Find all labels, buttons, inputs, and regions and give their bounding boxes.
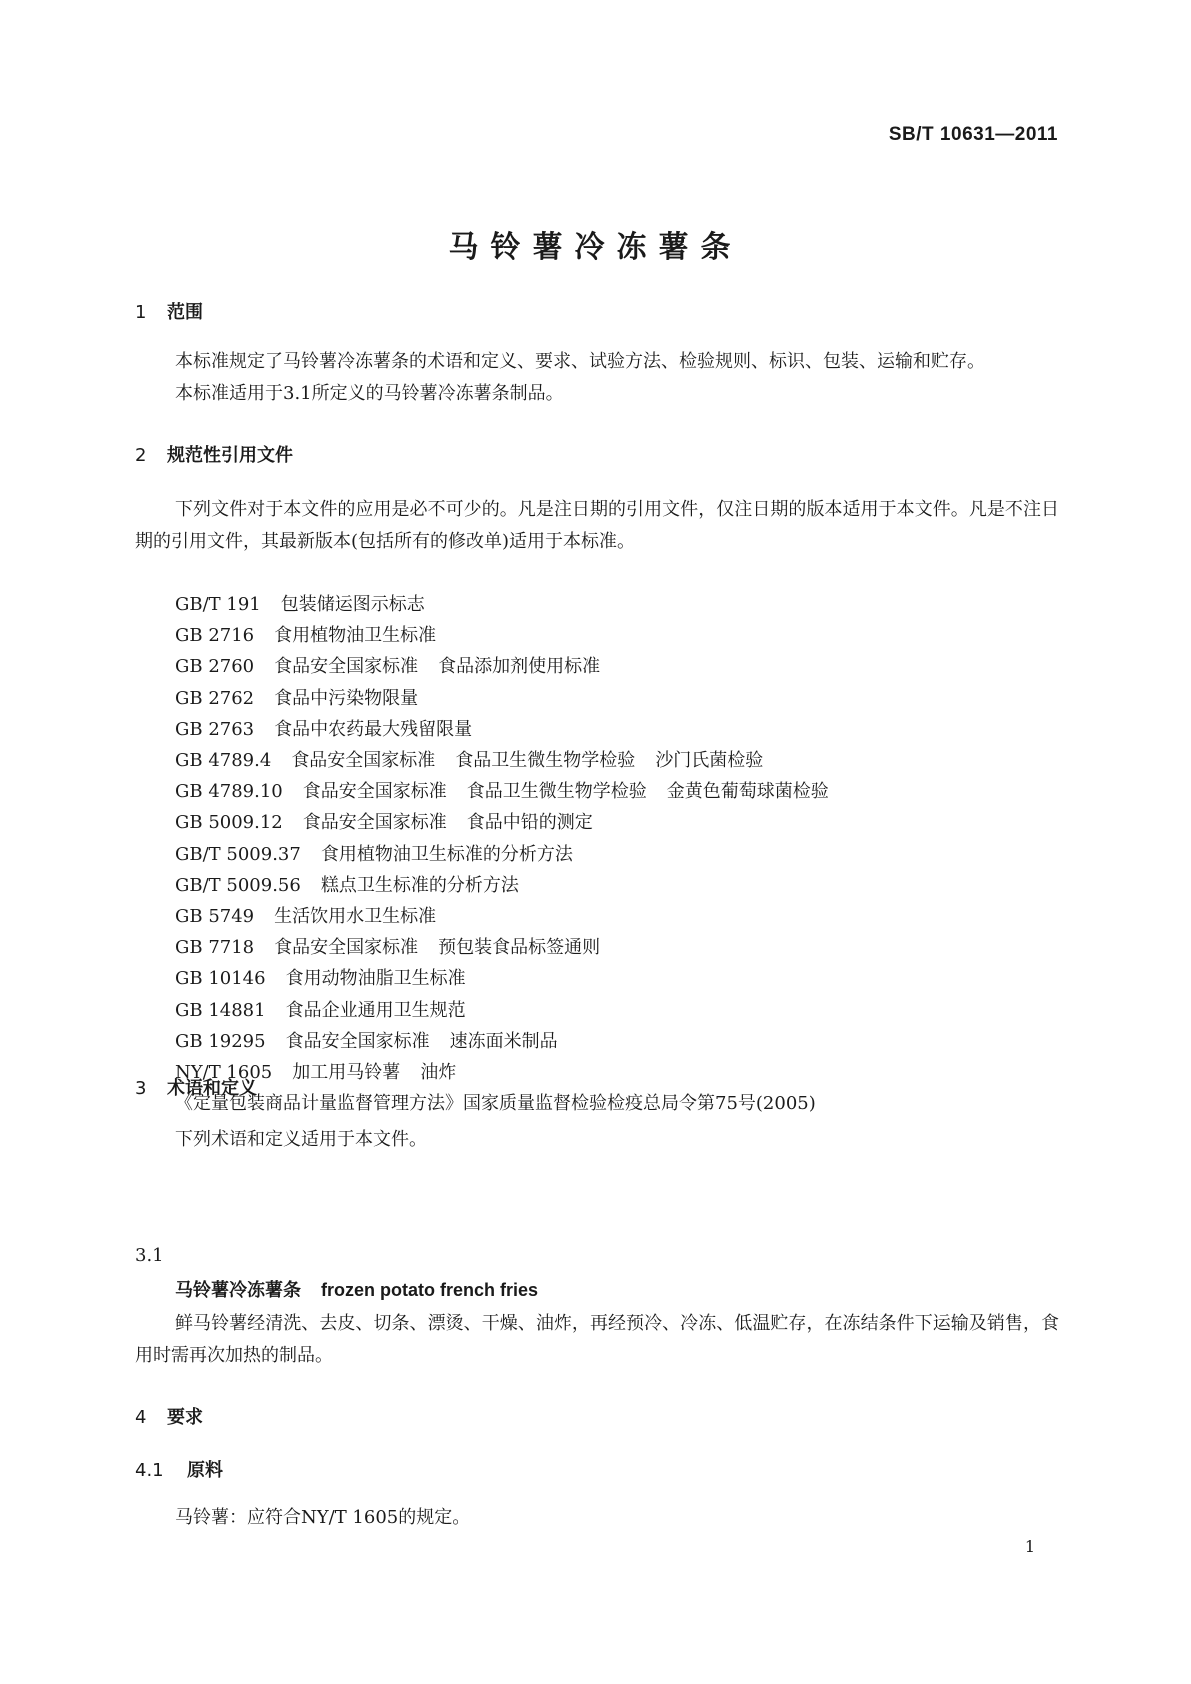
reference-title-part: 食用植物油卫生标准的分析方法 bbox=[320, 843, 573, 865]
reference-item bbox=[175, 589, 829, 620]
section-title: 规范性引用文件 bbox=[167, 445, 293, 466]
reference-code: NY/T 1605 bbox=[175, 1062, 273, 1084]
reference-code: GB/T 191 bbox=[175, 594, 261, 615]
reference-title-part: 油炸 bbox=[420, 1062, 457, 1084]
reference-code: GB 2763 bbox=[175, 718, 255, 740]
reference-code: GB/T 5009.56 bbox=[175, 874, 301, 896]
term-title bbox=[175, 1276, 538, 1302]
reference-code: GB/T 5009.37 bbox=[175, 843, 301, 865]
section-title: 要求 bbox=[167, 1407, 203, 1428]
reference-title-part: 食品中污染物限量 bbox=[274, 687, 419, 709]
reference-title-part: 食品安全国家标准 bbox=[285, 1030, 430, 1052]
reference-code: GB 14881 bbox=[175, 999, 266, 1021]
reference-code: GB 2762 bbox=[175, 687, 255, 709]
reference-title-part: 食品中铅的测定 bbox=[466, 812, 593, 834]
reference-item bbox=[175, 683, 829, 714]
section-1-heading bbox=[135, 298, 203, 324]
reference-code: GB 19295 bbox=[175, 1030, 266, 1052]
section-number: 1 bbox=[135, 302, 147, 323]
reference-title-part: 生活饮用水卫生标准 bbox=[274, 906, 437, 928]
reference-code: GB 4789.4 bbox=[175, 750, 272, 772]
reference-item bbox=[175, 651, 829, 682]
term-english: frozen potato french fries bbox=[321, 1280, 539, 1300]
reference-title-part: 食品安全国家标准 bbox=[274, 937, 419, 959]
reference-title-part: 包装储运图示标志 bbox=[280, 594, 425, 615]
reference-item bbox=[175, 1088, 829, 1119]
reference-title-part: 食用动物油脂卫生标准 bbox=[285, 968, 466, 990]
section-4-1-heading bbox=[135, 1456, 223, 1482]
section-4-heading bbox=[135, 1403, 203, 1429]
reference-item bbox=[175, 963, 829, 994]
term-definition: 鲜马铃薯经清洗、去皮、切条、漂烫、干燥、油炸，再经预冷、冷冻、低温贮存，在冻结条件下运输及销售，食用时需再次加热的制品。 bbox=[135, 1313, 1059, 1366]
reference-code: GB 7718 bbox=[175, 937, 255, 959]
reference-code: GB 5749 bbox=[175, 906, 255, 928]
section-number: 3 bbox=[135, 1078, 147, 1099]
reference-code: GB 2760 bbox=[175, 656, 255, 678]
reference-title-part: 预包装食品标签通则 bbox=[438, 937, 601, 959]
term-chinese: 马铃薯冷冻薯条 bbox=[175, 1280, 301, 1301]
reference-code: GB 10146 bbox=[175, 968, 266, 990]
terms-intro: 下列术语和定义适用于本文件。 bbox=[175, 1129, 427, 1150]
reference-item bbox=[175, 776, 829, 807]
reference-title-part: 食品安全国家标准 bbox=[302, 781, 447, 803]
reference-code: GB 4789.10 bbox=[175, 781, 283, 803]
reference-item bbox=[175, 807, 829, 838]
section-2-heading bbox=[135, 441, 293, 467]
reference-title-part: 食品安全国家标准 bbox=[291, 750, 436, 772]
reference-title-part: 食用植物油卫生标准 bbox=[274, 625, 437, 647]
page-number: 1 bbox=[1024, 1537, 1035, 1556]
reference-title-part: 食品卫生微生物学检验 bbox=[466, 781, 647, 803]
section-title: 原料 bbox=[187, 1460, 223, 1481]
reference-item bbox=[175, 620, 829, 651]
reference-title-part: 金黄色葡萄球菌检验 bbox=[666, 781, 829, 803]
reference-item bbox=[175, 839, 829, 870]
references-intro: 下列文件对于本文件的应用是必不可少的。凡是注日期的引用文件，仅注日期的版本适用于本文件。凡是不注日期的引用文件，其最新版本(包括所有的修改单)适用于本标准。 bbox=[135, 499, 1059, 552]
reference-title-part: 食品安全国家标准 bbox=[302, 812, 447, 834]
section-number: 4.1 bbox=[135, 1460, 164, 1481]
document-title: 马铃薯冷冻薯条 bbox=[448, 230, 743, 265]
references-list bbox=[175, 589, 829, 1119]
section-title: 术语和定义 bbox=[167, 1078, 257, 1099]
reference-title-part: 速冻面米制品 bbox=[449, 1030, 558, 1052]
section-number: 2 bbox=[135, 445, 147, 466]
section-title: 范围 bbox=[167, 302, 203, 323]
reference-item bbox=[175, 745, 829, 776]
reference-title-part: 食品企业通用卫生规范 bbox=[285, 999, 466, 1021]
reference-item bbox=[175, 714, 829, 745]
section-number: 4 bbox=[135, 1407, 147, 1428]
reference-title-part: 食品中农药最大残留限量 bbox=[274, 718, 473, 740]
reference-item bbox=[175, 932, 829, 963]
reference-item bbox=[175, 901, 829, 932]
reference-title-part: 食品添加剂使用标准 bbox=[438, 656, 601, 678]
reference-item bbox=[175, 995, 829, 1026]
reference-title-part: 加工用马铃薯 bbox=[292, 1062, 401, 1084]
section-3-heading bbox=[135, 1074, 257, 1100]
reference-title-part: 糕点卫生标准的分析方法 bbox=[320, 874, 519, 896]
reference-item bbox=[175, 870, 829, 901]
reference-title-part: 《定量包装商品计量监督管理方法》国家质量监督检验检疫总局令第75号(2005) bbox=[175, 1093, 816, 1115]
reference-title-part: 食品安全国家标准 bbox=[274, 656, 419, 678]
raw-material-paragraph: 马铃薯：应符合NY/T 1605的规定。 bbox=[175, 1507, 471, 1528]
reference-item bbox=[175, 1026, 829, 1057]
term-number: 3.1 bbox=[135, 1245, 164, 1266]
standard-code: SB/T 10631—2011 bbox=[888, 124, 1058, 145]
reference-title-part: 食品卫生微生物学检验 bbox=[455, 750, 636, 772]
reference-code: GB 5009.12 bbox=[175, 812, 283, 834]
reference-title-part: 沙门氏菌检验 bbox=[655, 750, 764, 772]
scope-paragraph-1: 本标准规定了马铃薯冷冻薯条的术语和定义、要求、试验方法、检验规则、标识、包装、运输和贮存。 bbox=[175, 351, 985, 372]
reference-item bbox=[175, 1057, 829, 1088]
reference-code: GB 2716 bbox=[175, 625, 255, 647]
scope-paragraph-2: 本标准适用于3.1所定义的马铃薯冷冻薯条制品。 bbox=[175, 383, 564, 404]
